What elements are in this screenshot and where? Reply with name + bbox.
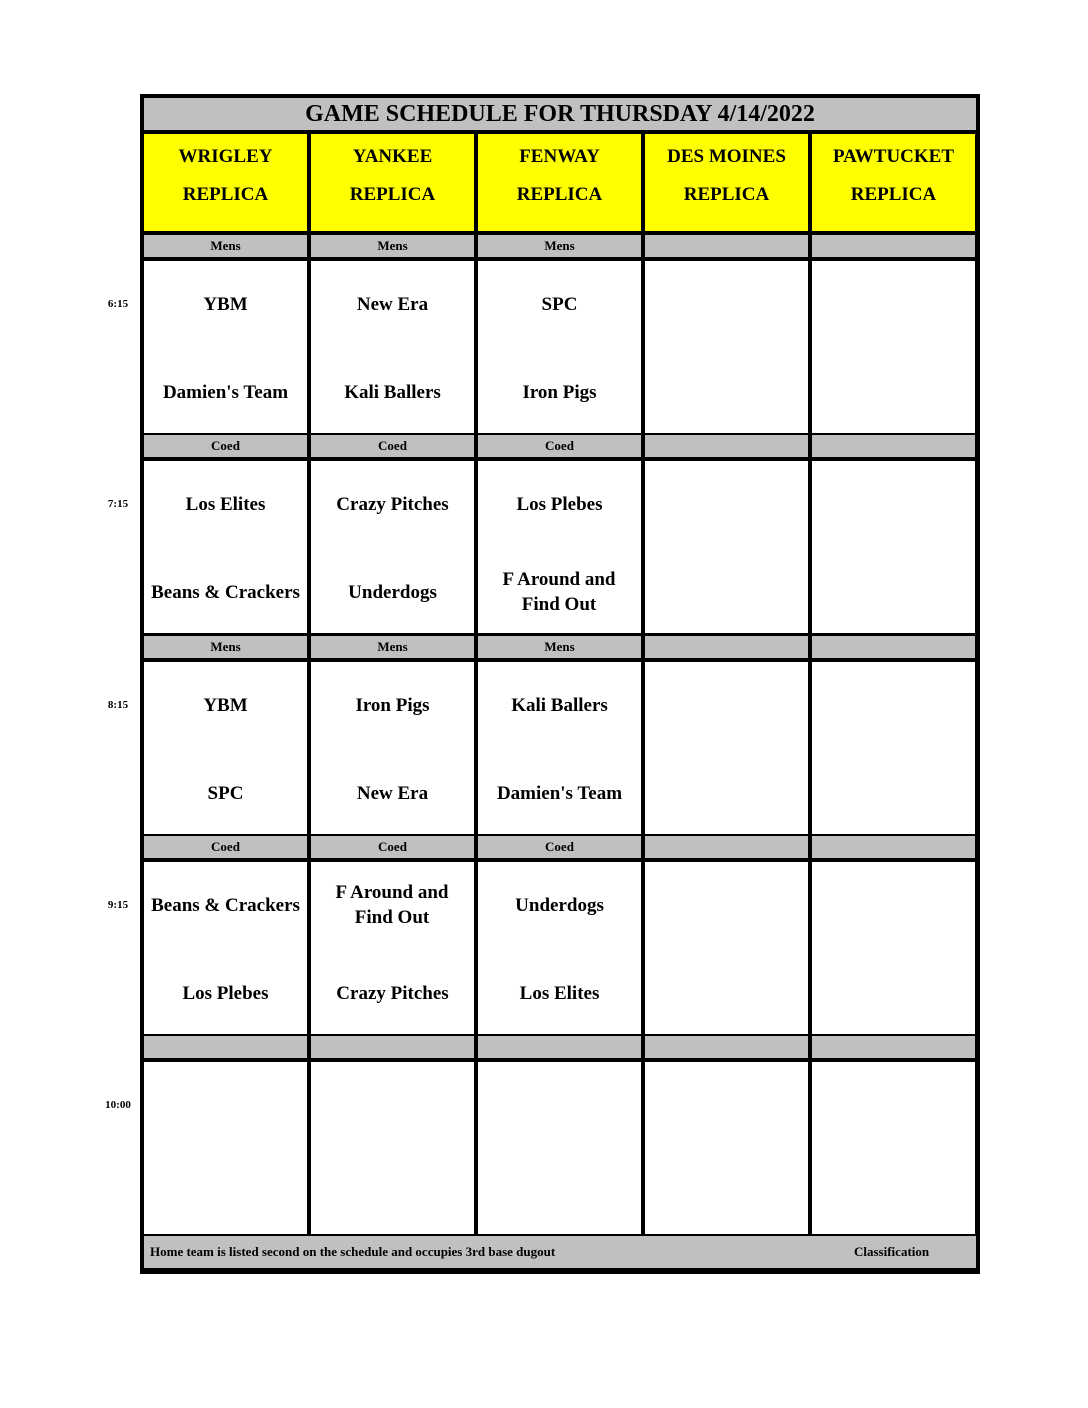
home-team: Kali Ballers	[344, 381, 441, 403]
category-label: Coed	[478, 435, 641, 457]
game-cell	[645, 261, 808, 433]
category-label: Mens	[478, 235, 641, 257]
away-team: Los Plebes	[516, 493, 603, 515]
away-team: Kali Ballers	[511, 694, 608, 716]
field-subtitle: REPLICA	[349, 184, 436, 205]
time-label: 6:15	[107, 298, 129, 310]
category-label: Mens	[311, 235, 474, 257]
game-cell	[144, 1062, 307, 1234]
game-cell	[311, 1062, 474, 1234]
away-team: Crazy Pitches	[336, 493, 449, 515]
game-cell	[311, 261, 474, 433]
away-team: Beans & Crackers	[151, 894, 300, 916]
game-cell	[812, 461, 975, 633]
game-cell	[478, 1062, 641, 1234]
category-label	[645, 235, 808, 257]
field-name: PAWTUCKET	[832, 146, 955, 167]
category-label	[478, 1036, 641, 1058]
away-team: New Era	[356, 293, 429, 315]
game-cell	[812, 261, 975, 433]
game-cell	[144, 662, 307, 834]
field-subtitle: REPLICA	[182, 184, 269, 205]
home-team: Damien's Team	[496, 782, 623, 804]
field-header	[645, 134, 808, 231]
schedule-title: GAME SCHEDULE FOR THURSDAY 4/14/2022	[144, 98, 976, 130]
away-team: Los Elites	[185, 493, 266, 515]
field-subtitle: REPLICA	[516, 184, 603, 205]
home-team: SPC	[207, 782, 244, 804]
game-cell	[311, 662, 474, 834]
game-cell	[478, 862, 641, 1034]
home-team: Iron Pigs	[522, 381, 597, 403]
game-cell	[144, 862, 307, 1034]
away-team: SPC	[541, 293, 578, 315]
game-cell	[645, 662, 808, 834]
game-cell	[478, 261, 641, 433]
game-cell	[645, 461, 808, 633]
home-team: Beans & Crackers	[151, 581, 300, 603]
field-header	[478, 134, 641, 231]
category-label: Mens	[144, 235, 307, 257]
away-team: F Around and Find Out	[335, 882, 449, 928]
home-team: Damien's Team	[162, 381, 289, 403]
category-label	[645, 1036, 808, 1058]
game-cell	[645, 1062, 808, 1234]
game-cell	[311, 461, 474, 633]
field-name: YANKEE	[352, 146, 433, 167]
category-label: Mens	[144, 636, 307, 658]
field-name: DES MOINES	[667, 146, 786, 167]
time-label: 7:15	[107, 498, 129, 510]
category-label: Mens	[478, 636, 641, 658]
game-cell	[812, 862, 975, 1034]
category-label: Mens	[311, 636, 474, 658]
home-team: Underdogs	[348, 581, 437, 603]
time-label: 9:15	[107, 899, 129, 911]
category-label: Coed	[144, 836, 307, 858]
home-team: New Era	[356, 782, 429, 804]
field-subtitle: REPLICA	[850, 184, 937, 205]
field-name: WRIGLEY	[178, 146, 273, 167]
away-team: Iron Pigs	[355, 694, 430, 716]
schedule-table	[140, 94, 980, 1274]
game-cell	[144, 261, 307, 433]
home-team: Los Plebes	[182, 982, 269, 1004]
category-label	[812, 235, 975, 257]
field-header	[144, 134, 307, 231]
category-label	[144, 1036, 307, 1058]
time-label: 10:00	[105, 1099, 131, 1111]
category-label	[812, 435, 975, 457]
game-cell	[311, 862, 474, 1034]
footer-note: Home team is listed second on the schedule and occupies 3rd base dugout	[150, 1244, 556, 1259]
home-team: F Around and Find Out	[502, 569, 616, 615]
away-team: Underdogs	[515, 894, 604, 916]
field-name: FENWAY	[519, 146, 600, 167]
category-label	[812, 1036, 975, 1058]
field-header	[311, 134, 474, 231]
footer-bar	[144, 1236, 976, 1268]
category-label	[645, 836, 808, 858]
game-cell	[812, 1062, 975, 1234]
game-cell	[645, 862, 808, 1034]
time-label: 8:15	[107, 699, 129, 711]
away-team: YBM	[203, 694, 248, 716]
game-cell	[478, 662, 641, 834]
game-cell	[812, 662, 975, 834]
category-label: Coed	[311, 435, 474, 457]
category-label	[812, 636, 975, 658]
field-subtitle: REPLICA	[683, 184, 770, 205]
category-label: Coed	[478, 836, 641, 858]
home-team: Los Elites	[519, 982, 600, 1004]
category-label	[645, 636, 808, 658]
category-label: Coed	[311, 836, 474, 858]
category-label	[812, 836, 975, 858]
classification-label: Classification	[854, 1244, 930, 1259]
away-team: YBM	[203, 293, 248, 315]
home-team: Crazy Pitches	[336, 982, 449, 1004]
category-label: Coed	[144, 435, 307, 457]
category-label	[311, 1036, 474, 1058]
game-cell	[478, 461, 641, 633]
game-cell	[144, 461, 307, 633]
category-label	[645, 435, 808, 457]
field-header	[812, 134, 975, 231]
